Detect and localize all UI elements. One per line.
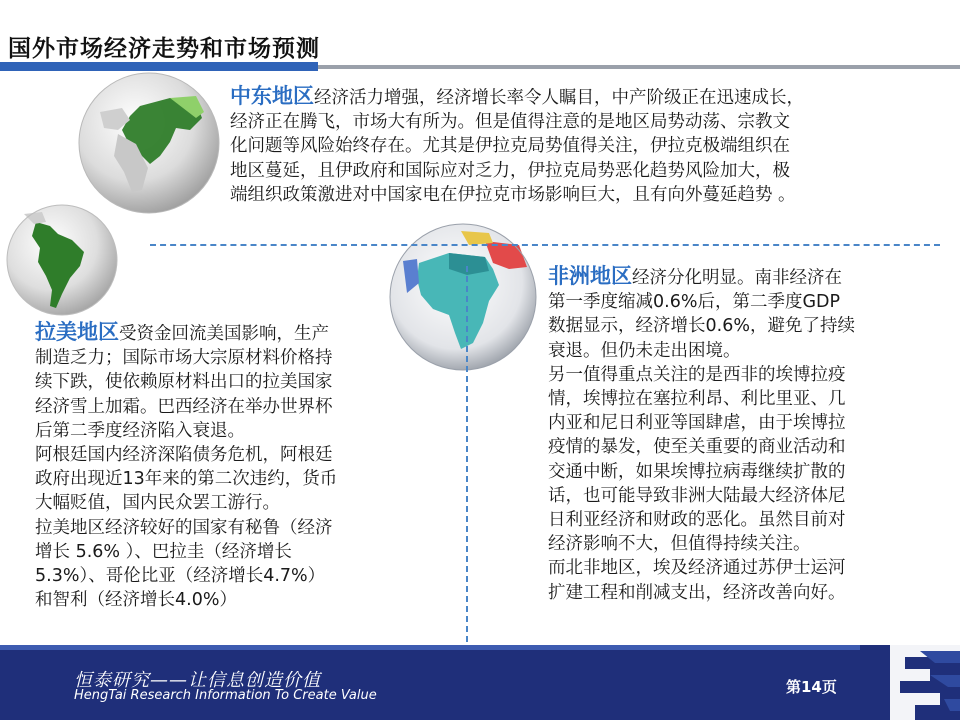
- middle-east-line-1-text: 经济活力增强，经济增长率令人瞩目，中产阶级正在迅速成长，: [314, 88, 804, 108]
- vertical-dashed-divider: [466, 266, 468, 642]
- latin-america-line-10: 增长 5.6% ）、巴拉圭（经济增长: [35, 541, 292, 562]
- africa-line-13: 而北非地区，埃及经济通过苏伊士运河: [548, 558, 846, 579]
- africa-line-6: 情，埃博拉在塞拉利昂、利比里亚、几: [548, 389, 846, 410]
- middle-east-line-1: [230, 84, 944, 110]
- page-title: 国外市场经济走势和市场预测: [8, 36, 320, 62]
- middle-east-heading: 中东地区: [230, 84, 314, 108]
- latin-america-line-9: 拉美地区经济较好的国家有秘鲁（经济: [35, 517, 333, 538]
- africa-paragraph: [548, 264, 920, 605]
- latin-america-heading: 拉美地区: [35, 320, 119, 344]
- latin-america-line-11: 5.3%）、哥伦比亚（经济增长4.7%）: [35, 566, 326, 587]
- africa-line-1: [548, 264, 920, 290]
- africa-line-1-text: 经济分化明显。南非经济在: [632, 268, 842, 288]
- latin-america-line-5: 后第二季度经济陷入衰退。: [35, 420, 245, 441]
- footer-slogan-chinese: 恒泰研究——让信息创造价值: [74, 670, 321, 691]
- africa-line-14: 扩建工程和削减支出，经济改善向好。: [548, 582, 846, 603]
- latin-america-line-4: 经济雪上加霜。巴西经济在举办世界杯: [35, 396, 333, 417]
- title-underline-blue: [0, 62, 318, 71]
- africa-line-12: 经济影响不大，但值得持续关注。: [548, 534, 811, 555]
- latin-america-line-1-text: 受资金回流美国影响，生产: [119, 324, 329, 344]
- africa-line-9: 交通中断，如果埃博拉病毒继续扩散的: [548, 461, 846, 482]
- africa-heading: 非洲地区: [548, 264, 632, 288]
- latin-america-paragraph: [35, 320, 408, 612]
- africa-line-7: 内亚和尼日利亚等国肆虐，由于埃博拉: [548, 413, 846, 434]
- footer-slogan-english: HengTai Research Information To Create Value: [74, 688, 377, 703]
- middle-east-line-5: 端组织政策激进对中国家电在伊拉克市场影响巨大，且有向外蔓延趋势 。: [230, 184, 796, 205]
- latin-america-line-3: 续下跌，使依赖原材料出口的拉美国家: [35, 372, 333, 393]
- footer-stair-pattern-graphic: [860, 645, 960, 720]
- title-underline-gray: [318, 65, 960, 69]
- africa-line-8: 疫情的暴发，使至关重要的商业活动和: [548, 437, 846, 458]
- page-number: 第14页: [786, 678, 837, 696]
- horizontal-dashed-divider: [150, 244, 940, 246]
- title-underline: [0, 62, 960, 71]
- middle-east-line-2: 经济正在腾飞，市场大有所为。但是值得注意的是地区局势动荡、宗教文: [230, 112, 790, 133]
- africa-line-4: 衰退。但仍未走出困境。: [548, 340, 741, 361]
- africa-line-2: 第一季度缩减0.6%后，第二季度GDP: [548, 292, 841, 313]
- middle-east-line-3: 化问题等风险始终存在。尤其是伊拉克局势值得关注，伊拉克极端组织在: [230, 136, 790, 157]
- latin-america-line-6: 阿根廷国内经济深陷债务危机，阿根廷: [35, 445, 333, 466]
- footer-top-stripe: [0, 645, 960, 650]
- africa-line-5: 另一值得重点关注的是西非的埃博拉疫: [548, 364, 846, 385]
- latin-america-line-1: [35, 320, 408, 346]
- africa-line-3: 数据显示，经济增长0.6%，避免了持续: [548, 316, 855, 337]
- middle-east-paragraph: [230, 84, 944, 207]
- africa-line-11: 日利亚经济和财政的恶化。虽然目前对: [548, 510, 846, 531]
- latin-america-globe-image: [6, 204, 118, 316]
- middle-east-globe-image: [78, 72, 220, 214]
- latin-america-line-2: 制造乏力；国际市场大宗原材料价格持: [35, 348, 333, 369]
- middle-east-line-4: 地区蔓延，且伊政府和国际应对乏力，伊拉克局势恶化趋势风险加大，极: [230, 160, 790, 181]
- latin-america-line-12: 和智利（经济增长4.0%）: [35, 590, 237, 611]
- latin-america-line-7: 政府出现近13年来的第二次违约，货币: [35, 469, 338, 490]
- africa-line-10: 话，也可能导致非洲大陆最大经济体尼: [548, 485, 846, 506]
- latin-america-line-8: 大幅贬值，国内民众罢工游行。: [35, 493, 280, 514]
